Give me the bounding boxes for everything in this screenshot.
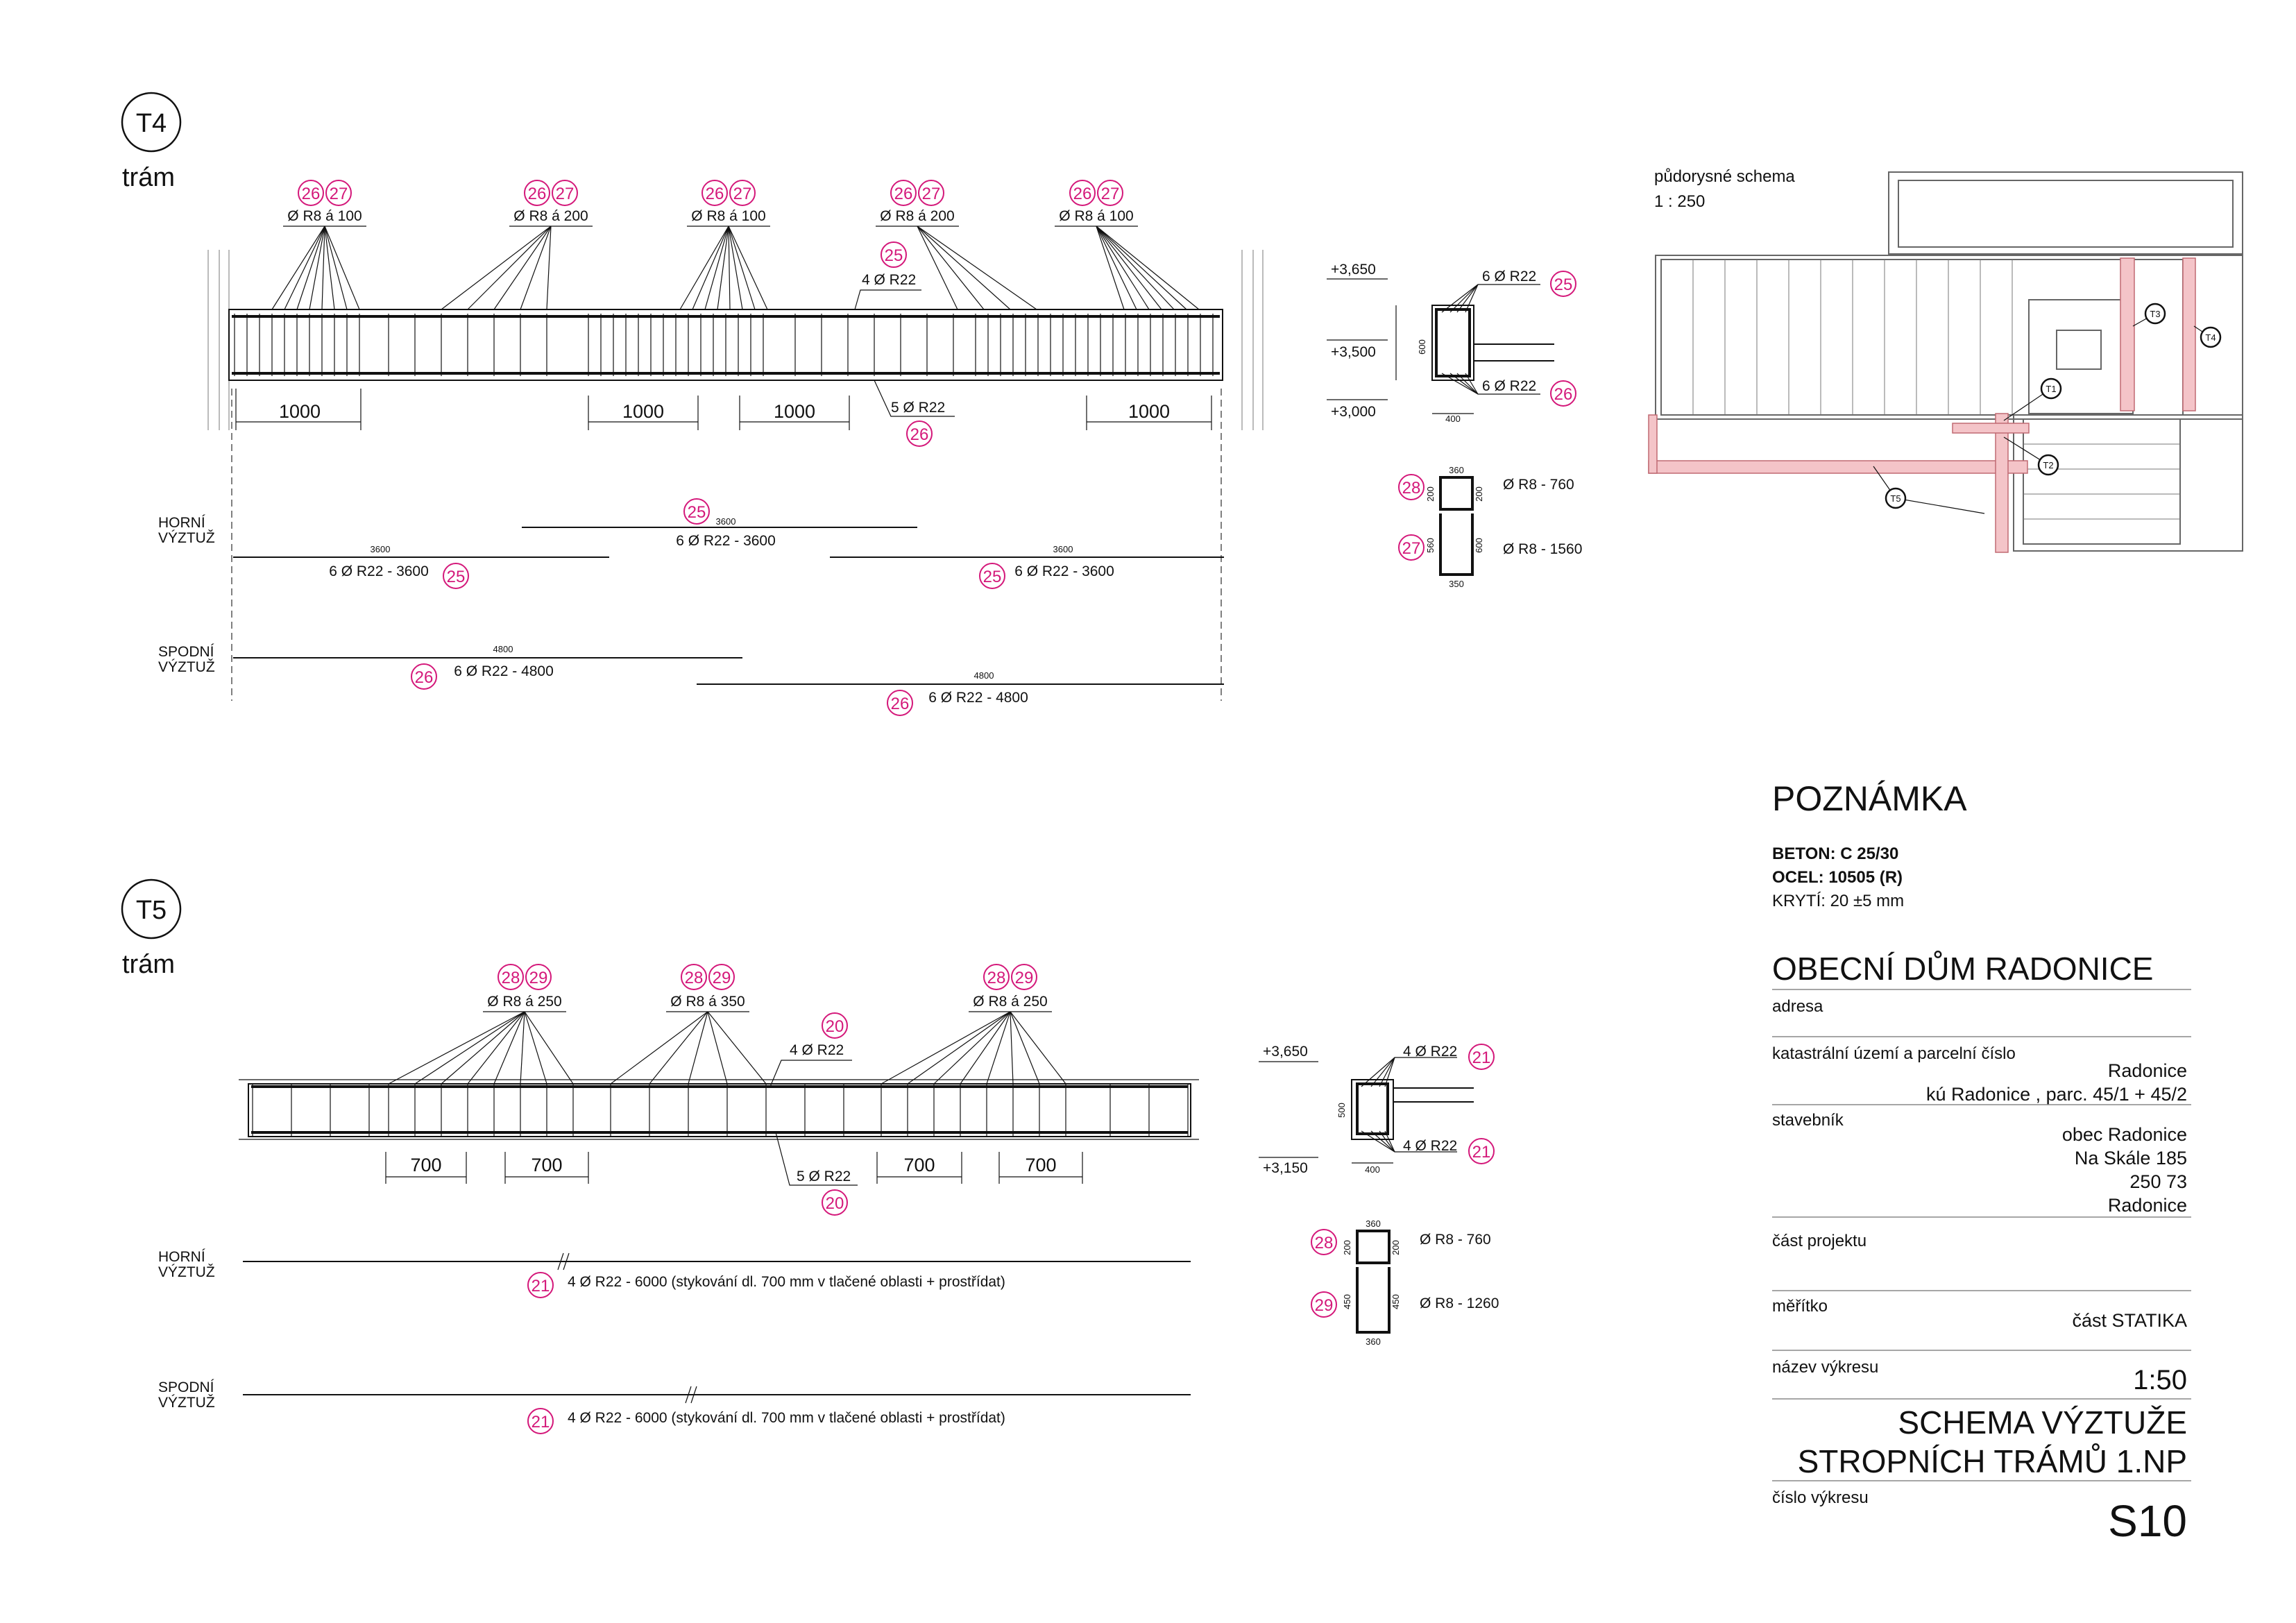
- callout-text: Ø R8 á 350: [670, 994, 745, 1010]
- tb-address-label: adresa: [1772, 997, 1823, 1016]
- beam-t5-top-bar-row-mark: 21: [531, 1277, 550, 1295]
- beam-t4-top-bar2-mark: 25: [687, 503, 706, 522]
- beam-t4-top-bar3-len: 3600: [1053, 544, 1073, 554]
- beam-t4-stirrup2-h: 560: [1425, 538, 1436, 553]
- beam-t4-dim-4: 1000: [1128, 401, 1171, 422]
- leader-line: [611, 1012, 708, 1084]
- callout-text: Ø R8 á 100: [691, 208, 766, 224]
- beam-t4-top-bar2-len: 3600: [715, 516, 736, 527]
- beam-t5-dim-4: 700: [1025, 1155, 1057, 1175]
- tb-investor-3: 250 73: [2129, 1171, 2187, 1192]
- leader-line: [917, 226, 958, 309]
- leader-line: [468, 226, 551, 309]
- beam-t5-stirrup2-h: 450: [1342, 1294, 1352, 1309]
- mark-number: 26: [527, 185, 547, 203]
- plan-title: půdorysné schema: [1654, 167, 1795, 186]
- beam-t4-section: [1327, 262, 1582, 589]
- leader-line: [1010, 1012, 1039, 1084]
- note: [1772, 779, 1967, 910]
- leader-line: [1010, 1012, 1066, 1084]
- leader-line: [705, 226, 729, 309]
- leader-line: [494, 226, 551, 309]
- beam-t5-horni-label-1: HORNÍ: [158, 1249, 205, 1265]
- beam-t5-stirrup1-mark: 28: [1314, 1234, 1334, 1252]
- beam-t5-dim-1: 700: [410, 1155, 442, 1175]
- beam-t4-callouts: [272, 180, 1199, 309]
- beam-t5-stirrup1-h: 200: [1342, 1240, 1352, 1255]
- beam-t4-top-bar3-text: 6 Ø R22 - 3600: [1014, 563, 1114, 579]
- beam-t5-section-bottom: 4 Ø R22: [1403, 1138, 1458, 1154]
- leader-line: [520, 226, 551, 309]
- tb-cadastre-label: katastrální území a parcelní číslo: [1772, 1044, 2016, 1063]
- beam-t4-section-top-mark: 25: [1554, 275, 1573, 294]
- leader-line: [917, 226, 984, 309]
- beam-t4-stirrup2-w: 350: [1449, 579, 1464, 589]
- beam-t5-top-bar-label: 4 Ø R22: [790, 1042, 844, 1058]
- callout-text: Ø R8 á 200: [513, 208, 588, 224]
- beam-t4-stirrup1-w: 360: [1449, 465, 1464, 475]
- beam-t5-callouts: [389, 965, 1066, 1084]
- leader-line: [729, 226, 767, 309]
- leader-line: [415, 1012, 525, 1084]
- beam-t4-horni-label-1: HORNÍ: [158, 515, 205, 531]
- tb-drawing-name-label: název výkresu: [1772, 1358, 1879, 1377]
- tb-drawing-name-1: SCHEMA VÝZTUŽE: [1898, 1404, 2187, 1441]
- leader-line: [708, 1012, 766, 1084]
- beam-t4-top-bar1-len: 3600: [370, 544, 391, 554]
- leader-line: [525, 1012, 573, 1084]
- tb-investor-1: obec Radonice: [2061, 1124, 2187, 1145]
- beam-t5-kind: trám: [122, 950, 175, 979]
- beam-t4-bottom-bar2-len: 4800: [973, 670, 994, 681]
- beam-t4-bottom-bar2-text: 6 Ø R22 - 4800: [928, 690, 1028, 706]
- title-block: [1772, 950, 2191, 1546]
- mark-number: 26: [894, 185, 913, 203]
- plan-beam-t3: [2120, 258, 2134, 411]
- beam-t4-stirrup2-mark: 27: [1402, 539, 1421, 558]
- beam-t4-tag: T4: [135, 109, 167, 138]
- tb-drawing-no: S10: [2108, 1496, 2187, 1546]
- mark-number: 29: [712, 969, 731, 987]
- leader-line: [908, 1012, 1010, 1084]
- beam-t5-section: [1259, 1044, 1499, 1347]
- beam-t4-dim-2: 1000: [622, 401, 665, 422]
- tb-investor-4: Radonice: [2107, 1195, 2187, 1216]
- beam-t5-stirrup1-w: 360: [1366, 1218, 1381, 1229]
- mark-number: 27: [329, 185, 348, 203]
- callout-text: Ø R8 á 100: [1059, 208, 1134, 224]
- mark-number: 26: [705, 185, 724, 203]
- beam-t4-kind: trám: [122, 163, 175, 192]
- beam-t5-elevation: [248, 1084, 1191, 1137]
- stirrup-callout: [1055, 180, 1199, 309]
- plan-tag-t1: T1: [2046, 384, 2057, 394]
- leader-line: [325, 226, 347, 309]
- leader-line: [688, 1012, 708, 1084]
- leader-line: [708, 1012, 727, 1084]
- beam-t5-stirrup1-text: Ø R8 - 760: [1420, 1232, 1491, 1248]
- beam-t5-spodni-label-2: VÝZTUŽ: [158, 1395, 215, 1411]
- beam-t4-spodni-label-1: SPODNÍ: [158, 644, 214, 660]
- beam-t4-top-bar3-mark: 25: [983, 568, 1002, 586]
- leader-line: [917, 226, 1010, 309]
- plan-beam-t5: [1649, 461, 2027, 473]
- mark-number: 27: [921, 185, 941, 203]
- plan-schema: [1649, 167, 2243, 552]
- beam-t4-top-bar1-mark: 25: [446, 568, 466, 586]
- note-ocel: OCEL: 10505 (R): [1772, 868, 1903, 887]
- beam-t5-section-bottom-mark: 21: [1472, 1143, 1491, 1162]
- plan-tag-t4: T4: [2205, 332, 2216, 343]
- leader-line: [729, 226, 742, 309]
- beam-t5-stirrups: [253, 1084, 1188, 1137]
- beam-t4-dimensions: [236, 389, 1211, 430]
- leader-line: [468, 1012, 525, 1084]
- mark-number: 27: [733, 185, 752, 203]
- beam-t4-stirrup2-h2: 600: [1474, 538, 1484, 553]
- beam-t5-spodni-label-1: SPODNÍ: [158, 1379, 214, 1395]
- note-kryti: KRYTÍ: 20 ±5 mm: [1772, 892, 1905, 910]
- beam-t4-bottom-bar-label: 5 Ø R22: [891, 400, 946, 416]
- leader-line: [649, 1012, 708, 1084]
- beam-t5-dimensions: [386, 1152, 1082, 1184]
- beam-t4-section-height: 600: [1417, 339, 1427, 355]
- beam-t5-bottom-bar-label: 5 Ø R22: [797, 1169, 851, 1184]
- leader-line: [1096, 226, 1174, 309]
- stirrup-callout: [272, 180, 366, 309]
- leader-line: [520, 1012, 525, 1084]
- leader-line: [917, 226, 1037, 309]
- beam-t5-section-top-mark: 21: [1472, 1048, 1491, 1067]
- leader-line: [441, 1012, 525, 1084]
- beam-t4-level-3: +3,000: [1331, 404, 1376, 420]
- mark-number: 28: [501, 969, 520, 987]
- tb-scale-value: 1:50: [2133, 1365, 2187, 1395]
- callout-text: Ø R8 á 200: [880, 208, 955, 224]
- stirrup-callout: [389, 965, 573, 1084]
- leader-line: [1096, 226, 1199, 309]
- leader-line: [494, 1012, 525, 1084]
- leader-line: [389, 1012, 525, 1084]
- beam-t4-bottom-bar1-text: 6 Ø R22 - 4800: [454, 663, 554, 679]
- stirrup-callout: [441, 180, 593, 309]
- beam-t5-top-bar-row-text: 4 Ø R22 - 6000 (stykování dl. 700 mm v tlačené oblasti + prostřídat): [568, 1274, 1005, 1290]
- beam-t4-stirrups: [235, 314, 1213, 376]
- tb-scale-label: měřítko: [1772, 1297, 1828, 1316]
- beam-t4-supports: [208, 250, 1263, 430]
- beam-t5-stirrup2-w: 360: [1366, 1336, 1381, 1347]
- beam-t5-stirrup2-mark: 29: [1314, 1296, 1334, 1315]
- stirrup-callout: [611, 965, 766, 1084]
- plan-tag-t5: T5: [1890, 493, 1901, 504]
- tb-part-value: část STATIKA: [2072, 1310, 2187, 1331]
- mark-number: 26: [1073, 185, 1092, 203]
- beam-t5-bottom-bar-row-text: 4 Ø R22 - 6000 (stykování dl. 700 mm v tlačené oblasti + prostřídat): [568, 1410, 1005, 1426]
- callout-text: Ø R8 á 250: [487, 994, 562, 1010]
- beam-t4-dim-3: 1000: [773, 401, 816, 422]
- leader-line: [1096, 226, 1137, 309]
- beam-t5-level-2: +3,150: [1263, 1160, 1308, 1176]
- stirrup-callout: [680, 180, 770, 309]
- mark-number: 27: [1100, 185, 1120, 203]
- plan-tag-t2: T2: [2043, 460, 2054, 470]
- beam-t5-dim-2: 700: [531, 1155, 563, 1175]
- leader-line: [284, 226, 325, 309]
- tb-drawing-name-2: STROPNÍCH TRÁMŮ 1.NP: [1797, 1443, 2187, 1479]
- beam-t4-bottom-bar1-mark: 26: [414, 668, 434, 687]
- beam-t4-bottom-bar1-len: 4800: [493, 644, 513, 654]
- beam-t5-bottom-bar-row-mark: 21: [531, 1413, 550, 1431]
- beam-t5-tag: T5: [135, 896, 167, 925]
- beam-t5-section-height: 500: [1336, 1103, 1347, 1118]
- beam-t5-section-top: 4 Ø R22: [1403, 1044, 1458, 1060]
- beam-t4-stirrup1-h: 200: [1425, 486, 1436, 502]
- tb-part-label: část projektu: [1772, 1232, 1867, 1250]
- mark-number: 28: [684, 969, 704, 987]
- mark-number: 29: [1014, 969, 1034, 987]
- beam-t4-section-bottom-mark: 26: [1554, 385, 1573, 404]
- mark-number: 27: [555, 185, 575, 203]
- beam-t5-top-bar-mark: 20: [825, 1017, 844, 1036]
- stirrup-callout: [881, 965, 1066, 1084]
- beam-t4-dim-1: 1000: [278, 401, 321, 422]
- tb-drawing-no-label: číslo výkresu: [1772, 1488, 1869, 1507]
- beam-t5-stirrup2-h2: 450: [1391, 1294, 1401, 1309]
- beam-t4-stirrup2-text: Ø R8 - 1560: [1503, 541, 1583, 557]
- note-heading: POZNÁMKA: [1772, 779, 1967, 818]
- tb-project: OBECNÍ DŮM RADONICE: [1772, 951, 2154, 987]
- beam-t5-horni-label-2: VÝZTUŽ: [158, 1264, 215, 1280]
- callout-text: Ø R8 á 100: [287, 208, 362, 224]
- tb-investor-2: Na Skále 185: [2074, 1148, 2187, 1169]
- beam-t5-stirrup1-h2: 200: [1391, 1240, 1401, 1255]
- leader-line: [1096, 226, 1162, 309]
- leader-line: [441, 226, 551, 309]
- plan-beam-t2: [1953, 423, 2029, 433]
- beam-t4-stirrup1-h2: 200: [1474, 486, 1484, 502]
- beam-t4-stirrup1-text: Ø R8 - 760: [1503, 477, 1574, 493]
- mark-number: 26: [301, 185, 321, 203]
- plan-scale: 1 : 250: [1654, 192, 1706, 211]
- beam-t4-level-1: +3,650: [1331, 262, 1376, 278]
- plan-tag-t3: T3: [2150, 309, 2161, 319]
- leader-line: [525, 1012, 547, 1084]
- leader-line: [729, 226, 730, 309]
- beam-t4-top-bar-mark: 25: [884, 246, 903, 265]
- mark-number: 29: [529, 969, 548, 987]
- beam-t5-level-1: +3,650: [1263, 1044, 1308, 1060]
- beam-t5-section-width: 400: [1365, 1164, 1380, 1175]
- beam-t4-horni-label-2: VÝZTUŽ: [158, 530, 215, 546]
- beam-t4-level-2: +3,500: [1331, 344, 1376, 360]
- leader-line: [297, 226, 325, 309]
- beam-t4-section-width: 400: [1445, 414, 1461, 424]
- plan-hatching: [1693, 260, 2012, 415]
- tb-cadastre-2: kú Radonice , parc. 45/1 + 45/2: [1926, 1084, 2187, 1105]
- plan-beam-t4: [2183, 258, 2195, 411]
- beam-t4-stirrup1-mark: 28: [1402, 479, 1421, 498]
- beam-t4-section-top: 6 Ø R22: [1482, 269, 1537, 284]
- beam-t5-dim-3: 700: [903, 1155, 935, 1175]
- leader-line: [960, 1012, 1010, 1084]
- beam-t5-bottom-bar-mark: 20: [825, 1194, 844, 1213]
- mark-number: 28: [987, 969, 1006, 987]
- beam-t4-top-bar1-text: 6 Ø R22 - 3600: [329, 563, 429, 579]
- beam-t4-section-bottom: 6 Ø R22: [1482, 378, 1537, 394]
- beam-t4-spodni-label-2: VÝZTUŽ: [158, 659, 215, 675]
- tb-investor-label: stavebník: [1772, 1111, 1844, 1130]
- beam-t5-stirrup2-text: Ø R8 - 1260: [1420, 1295, 1499, 1311]
- beam-t4-bottom-bar-mark: 26: [910, 425, 929, 444]
- beam-t5: [122, 880, 1499, 1434]
- beam-t4-top-bar2-text: 6 Ø R22 - 3600: [676, 533, 776, 549]
- leader-line: [729, 226, 755, 309]
- tb-cadastre-1: Radonice: [2107, 1060, 2187, 1081]
- leader-line: [547, 226, 551, 309]
- beam-t4-bottom-bar2-mark: 26: [890, 695, 910, 713]
- plan-beam-t1: [1996, 414, 2008, 552]
- callout-text: Ø R8 á 250: [973, 994, 1048, 1010]
- note-beton: BETON: C 25/30: [1772, 844, 1899, 863]
- beam-t4-top-bar-label: 4 Ø R22: [862, 272, 917, 288]
- leader-line: [1010, 1012, 1013, 1084]
- leader-line: [680, 226, 729, 309]
- beam-t4: [122, 93, 1582, 715]
